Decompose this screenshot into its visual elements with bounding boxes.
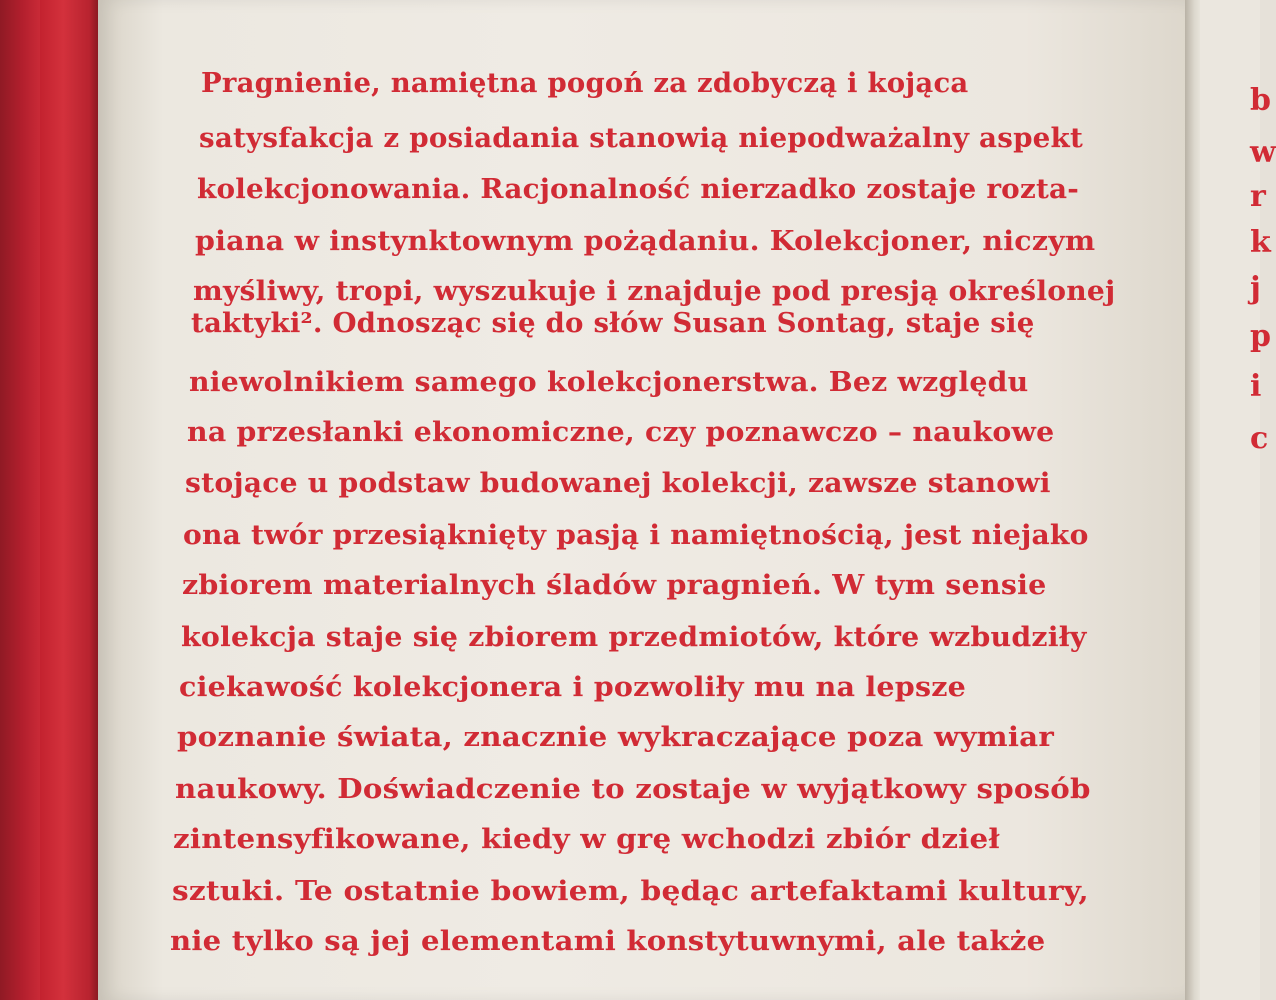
right-page-letter: w [1250, 135, 1276, 170]
text-line: Pragnienie, namiętna pogoń za zdobyczą i kojąca [201, 68, 969, 99]
right-page-letter: r [1250, 179, 1266, 214]
right-page-letter: p [1250, 319, 1271, 354]
text-line: niewolnikiem samego kolekcjonerstwa. Bez względu [189, 367, 1029, 398]
right-page-letter: i [1250, 369, 1262, 404]
text-line: na przesłanki ekonomiczne, czy poznawczo – naukowe [187, 417, 1055, 448]
right-page-letter: j [1250, 271, 1261, 306]
text-line: kolekcja staje się zbiorem przedmiotów, które wzbudziły [181, 622, 1087, 653]
text-line: taktyki². Odnosząc się do słów Susan Sontag, staje się [191, 308, 1035, 339]
text-line: myśliwy, tropi, wyszukuje i znajduje pod presją określonej [193, 276, 1116, 307]
text-line: poznanie świata, znacznie wykraczające poza wymiar [177, 722, 1055, 753]
text-line: nie tylko są jej elementami konstytuwnymi, ale także [170, 926, 1046, 957]
page-gutter [1185, 0, 1201, 1000]
right-page-letter: k [1250, 225, 1271, 260]
cover-edge [0, 0, 40, 1000]
text-line: zintensyfikowane, kiedy w grę wchodzi zbiór dzieł [173, 824, 1000, 855]
right-page-letter: b [1250, 83, 1271, 118]
text-line: kolekcjonowania. Racjonalność nierzadko zostaje rozta- [197, 174, 1080, 205]
right-page-letter: c [1250, 421, 1269, 456]
text-line: stojące u podstaw budowanej kolekcji, zawsze stanowi [185, 468, 1051, 499]
text-line: piana w instynktownym pożądaniu. Kolekcjoner, niczym [195, 226, 1096, 257]
text-line: naukowy. Doświadczenie to zostaje w wyjątkowy sposób [175, 774, 1091, 805]
text-line: ciekawość kolekcjonera i pozwoliły mu na lepsze [179, 672, 967, 703]
text-line: ona twór przesiąknięty pasją i namiętnością, jest niejako [183, 520, 1089, 551]
red-binding [40, 0, 98, 1000]
text-line: sztuki. Te ostatnie bowiem, będąc artefaktami kultury, [172, 876, 1089, 907]
right-page [1200, 0, 1276, 1000]
text-line: satysfakcja z posiadania stanowią niepodważalny aspekt [199, 123, 1084, 154]
text-line: zbiorem materialnych śladów pragnień. W tym sensie [182, 570, 1047, 601]
